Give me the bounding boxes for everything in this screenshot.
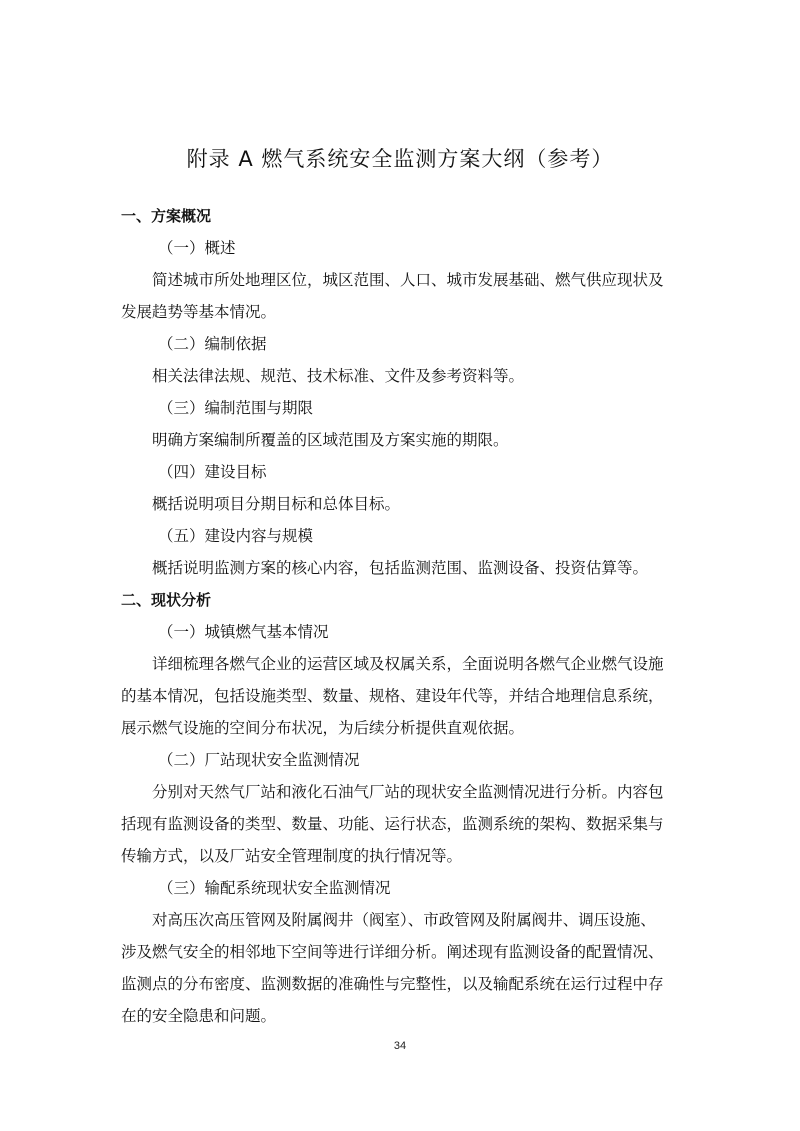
paragraph-line: 概括说明监测方案的核心内容，包括监测范围、监测设备、投资估算等。: [152, 559, 649, 577]
paragraph-line: 发展趋势等基本情况。: [121, 303, 277, 321]
subsection-heading: （三）输配系统现状安全监测情况: [158, 879, 391, 897]
subsection-heading: （一）概述: [158, 239, 236, 257]
paragraph-line: 在的安全隐患和问题。: [121, 1007, 277, 1025]
paragraph-line: 传输方式，以及厂站安全管理制度的执行情况等。: [121, 847, 463, 865]
paragraph-line: 涉及燃气安全的相邻地下空间等进行详细分析。阐述现有监测设备的配置情况、: [121, 943, 664, 961]
paragraph-line: 简述城市所处地理区位，城区范围、人口、城市发展基础、燃气供应现状及: [152, 271, 664, 289]
section-heading: 二、现状分析: [121, 591, 212, 609]
paragraph-line: 概括说明项目分期目标和总体目标。: [152, 495, 401, 513]
subsection-heading: （五）建设内容与规模: [158, 527, 314, 545]
subsection-heading: （四）建设目标: [158, 463, 267, 481]
subsection-heading: （一）城镇燃气基本情况: [158, 623, 329, 641]
paragraph-line: 相关法律法规、规范、技术标准、文件及参考资料等。: [152, 367, 525, 385]
subsection-heading: （二）编制依据: [158, 335, 267, 353]
paragraph-line: 的基本情况，包括设施类型、数量、规格、建设年代等，并结合地理信息系统，: [121, 687, 664, 705]
section-heading: 一、方案概况: [121, 207, 212, 225]
paragraph-line: 对高压次高压管网及附属阀井（阀室）、市政管网及附属阀井、调压设施、: [152, 911, 656, 929]
subsection-heading: （二）厂站现状安全监测情况: [158, 751, 360, 769]
paragraph-line: 明确方案编制所覆盖的区域范围及方案实施的期限。: [152, 431, 509, 449]
paragraph-line: 监测点的分布密度、监测数据的准确性与完整性，以及输配系统在运行过程中存: [121, 975, 664, 993]
paragraph-line: 分别对天然气厂站和液化石油气厂站的现状安全监测情况进行分析。内容包: [152, 783, 664, 801]
paragraph-line: 展示燃气设施的空间分布状况，为后续分析提供直观依据。: [121, 719, 525, 737]
paragraph-line: 括现有监测设备的类型、数量、功能、运行状态，监测系统的架构、数据采集与: [121, 815, 664, 833]
paragraph-line: 详细梳理各燃气企业的运营区域及权属关系，全面说明各燃气企业燃气设施: [152, 655, 664, 673]
page-number: 34: [393, 1040, 407, 1052]
page-title: 附录 A 燃气系统安全监测方案大纲（参考）: [186, 147, 614, 171]
subsection-heading: （三）编制范围与期限: [158, 399, 314, 417]
